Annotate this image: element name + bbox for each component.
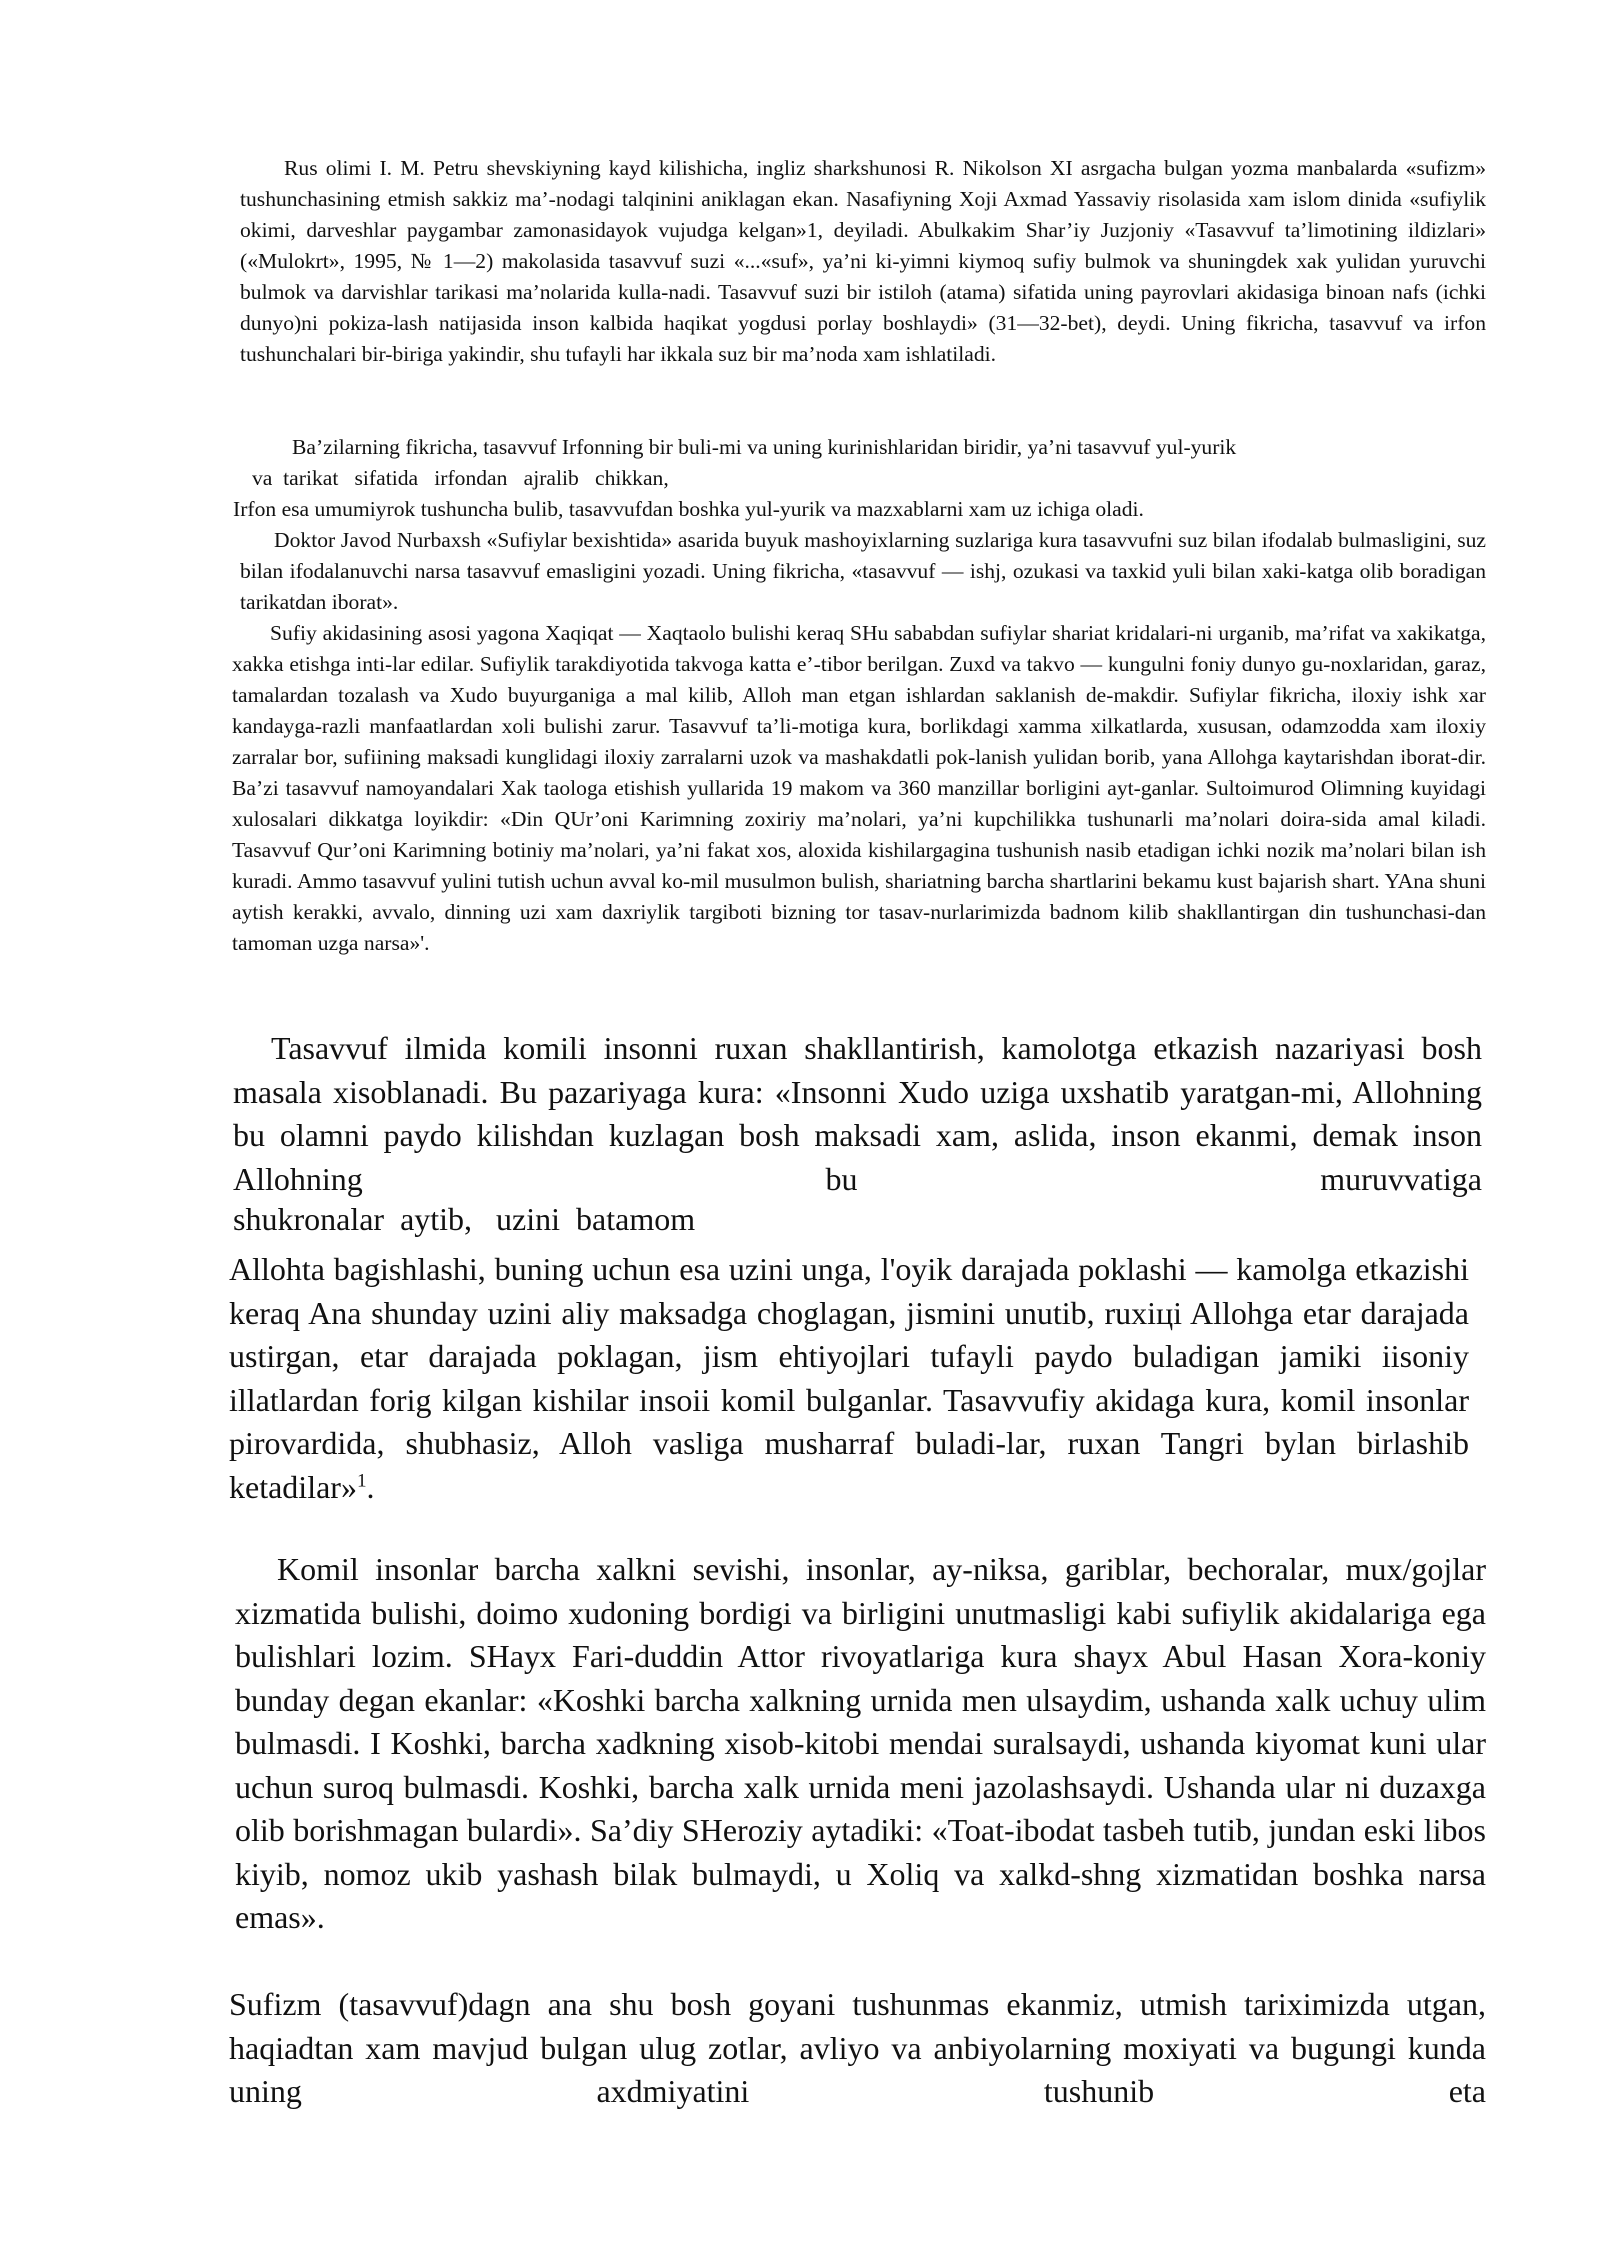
paragraph-7-text: Allohta bagishlashi, buning uchun esa uzini unga, l'oyik darajada poklashi — kamolga etkazishi keraq Ana shunday uzini aliy maksadga choglagan, jismini unutib, ruxiцi Allohga etar darajada ustirgan, etar darajada poklagan, jism ehtiyojlari tufayli paydo buladigan jamiki iisoniy illatlardan forig kilgan kishilar insoii komil bulganlar. Tasavvufiy akidaga kura, komil insonlar pirovardida, shubhasiz, Alloh vasliga musharraf buladi-lar, ruxan Tangri bylan birlashib ketadilar» bbox=[229, 1251, 1469, 1505]
paragraph-8: Komil insonlar barcha xalkni sevishi, insonlar, ay-niksa, gariblar, bechoralar, mux/gojlar xizmatida bulishi, doimo xudoning bordigi va birligini unutmasligi kabi sufiylik akidalariga ega bulishlari lozim. SHayx Fari-duddin Attor rivoyatlariga kura shayx Abul Hasan Xora-koniy bunday degan ekanlar: «Koshki barcha xalkning urnida men ulsaydim, ushanda xalk uchuy ulim bulmasdi. I Koshki, barcha xadkning xisob-kitobi mendai suralsaydi, ushanda kiyomat kuni ular uchun suroq bulmasdi. Koshki, barcha xalk urnida meni jazolashsaydi. Ushanda ular ni duzaxga olib borishmagan bulardi». Sa’diy SHeroziy aytadiki: «Toat-ibodat tasbeh tutib, jundan eski libos kiyib, nomoz ukib yashash bilak bulmaydi, u Xoliq va xalkd-shng xizmatidan boshka narsa emas». bbox=[235, 1551, 1486, 1935]
paragraph-6: Tasavvuf ilmida komili insonni ruxan shakllantirish, kamolotga etkazish nazariyasi bosh masala xisoblanadi. Bu pazariyaga kura: «Insonni Xudo uziga uxshatib yaratgan-mi, Allohning bu olamni paydo kilishdan kuzlagan bosh maksadi xam, aslida, inson ekanmi, demak inson Allohning bu muruvvatiga bbox=[233, 1030, 1482, 1197]
paragraph-2: Ba’zilarning fikricha, tasavvuf Irfonning bir buli-mi va uning kurinishlaridan biridir, ya’ni tasavvuf yul-yurik bbox=[292, 435, 1237, 459]
paragraph-9: Sufizm (tasavvuf)dagn ana shu bosh goyani tushunmas ekanmiz, utmish tariximizda utgan, haqiadtan xam mavjud bulgan ulug zotlar, avliyo va anbiyolarning moxiyati va bugungi kunda uning axdmiyatini tushunib eta bbox=[229, 1986, 1486, 2109]
paragraph-7-end: . bbox=[366, 1468, 375, 1505]
paragraph-3: Irfon esa umumiyrok tushuncha bulib, tasavvufdan boshka yul-yurik va mazxablarni xam uz ichiga oladi. bbox=[233, 497, 1144, 521]
paragraph-7 bbox=[229, 1248, 1469, 1509]
paragraph-4: Doktor Javod Nurbaxsh «Sufiylar bexishtida» asarida buyuk mashoyixlarning suzlariga kura tasavvufni suz bilan ifodalab bulmasligini, suz bilan ifodalanuvchi narsa tasavvuf emasligini yozadi. Uning fikricha, «tasavvuf — ishj, ozukasi va taxkid yuli bilan xaki-katga olib boradigan tarikatdan iborat». bbox=[240, 528, 1486, 614]
paragraph-2-continuation: va tarikat sifatida irfondan ajralib chikkan, bbox=[252, 466, 669, 490]
paragraph-6-last-line: shukronalar aytib, uzini batamom bbox=[233, 1201, 696, 1237]
footnote-marker: 1 bbox=[356, 1469, 367, 1491]
paragraph-5: Sufiy akidasining asosi yagona Xaqiqat — Xaqtaolo bulishi keraq SHu sababdan sufiylar shariat kridalari-ni urganib, ma’rifat va xakikatga, xakka etishga inti-lar edilar. Sufiylik tarakdiyotida takvoga katta e’-tibor berilgan. Zuxd va takvo — kungulni foniy dunyo gu-noxlaridan, garaz, tamalardan tozalash va Xudo buyurganiga a mal kilib, Alloh man etgan ishlardan saklanish de-makdir. Sufiylar fikricha, iloxiy ishk xar kandayga-razli manfaatlardan xoli bulishi zarur. Tasavvuf ta’li-motiga kura, borlikdagi xamma xilkatlarda, xususan, odamzodda xam iloxiy zarralar bor, sufiining maksadi kunglidagi iloxiy zarralarni uzok va mashakdatli pok-lanish yulidan borib, yana Allohga kaytarishdan iborat-dir. Ba’zi tasavvuf namoyandalari Xak taologa etishish yullarida 19 makom va 360 manzillar borligini ayt-ganlar. Sultoimurod Olimning kuyidagi xulosalari dikkatga loyikdir: «Din QUr’oni Karimning zoxiriy ma’nolari, ya’ni kupchilikka tushunarli ma’nolari doira-sida amal kiladi. Tasavvuf Qur’oni Karimning botiniy ma’nolari, ya’ni fakat xos, aloxida kishilargagina tushunish nasib etadigan ichki nozik ma’nolari bilan ish kuradi. Ammo tasavvuf yulini tutish uchun avval ko-mil musulmon bulish, shariatning barcha shartlarini bekamu kust bajarish shart. YAna shuni aytish kerakki, avvalo, dinning uzi xam daxriylik targiboti bizning tor tasav-nurlarimizda badnom kilib shakllantirgan din tushunchasi-dan tamoman uzga narsa»'. bbox=[232, 621, 1486, 955]
paragraph-1: Rus olimi I. M. Petru shevskiyning kayd kilishicha, ingliz sharkshunosi R. Nikolson XI asrgacha bulgan yozma manbalarda «sufizm» tushunchasining etmish sakkiz ma’-nodagi talqinini aniklagan ekan. Nasafiyning Xoji Axmad Yassaviy risolasida xam islom dinida «sufiylik okimi, darveshlar paygambar zamonasidayok vujudga kelgan»1, deyiladi. Abulkakim Shar’iy Juzjoniy «Tasavvuf ta’limotining ildizlari» («Mulokrt», 1995, № 1—2) makolasida tasavvuf suzi «...«suf», ya’ni ki-yimni kiymoq sufiy bulmok va shuningdek xak yulidan yuruvchi bulmok va darvishlar tarikasi ma’nolarida kulla-nadi. Tasavvuf suzi bir istiloh (atama) sifatida uning payrovlari akidasiga binoan nafs (ichki dunyo)ni pokiza-lash natijasida inson kalbida haqikat yogdusi porlay boshlaydi» (31—32-bet), deydi. Uning fikricha, tasavvuf va irfon tushunchalari bir-biriga yakindir, shu tufayli har ikkala suz bir ma’noda xam ishlatiladi. bbox=[240, 156, 1486, 366]
